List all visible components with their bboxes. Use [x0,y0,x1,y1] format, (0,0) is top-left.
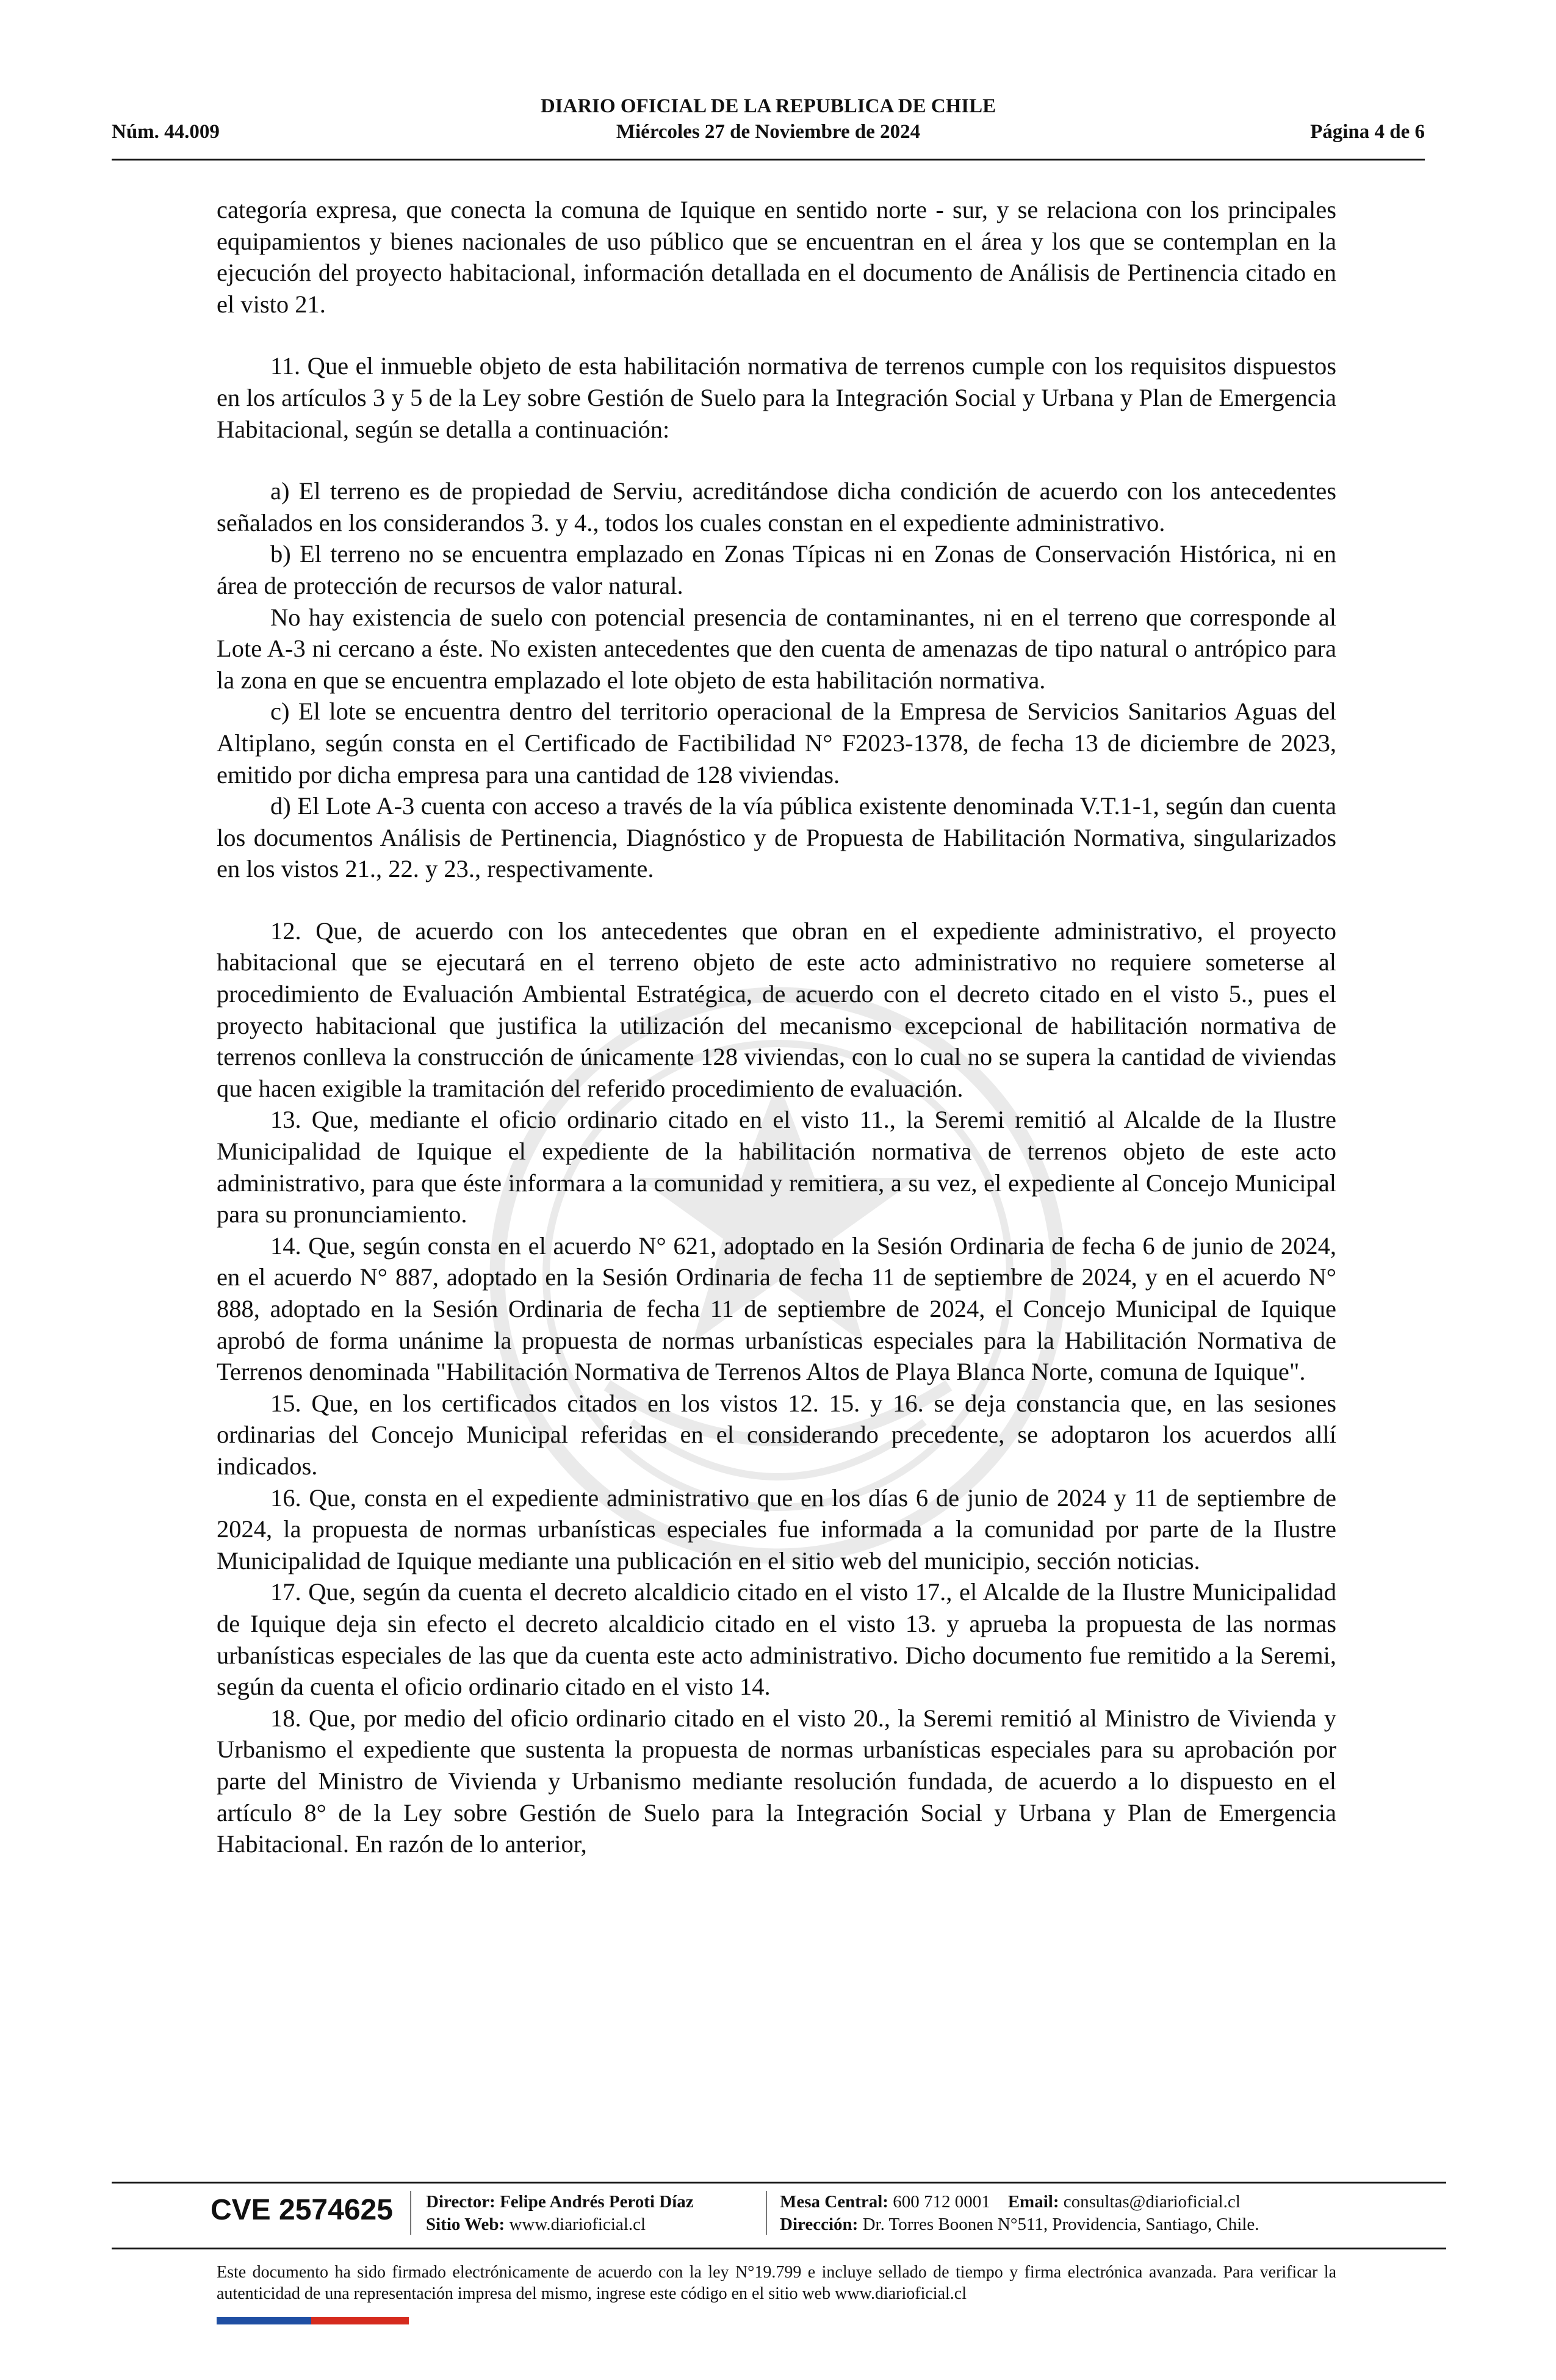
flag-red-segment [311,2317,409,2324]
phone-value: 600 712 0001 [893,2192,990,2212]
footer-director-block [426,2191,694,2236]
paragraph-12: 12. Que, de acuerdo con los antecedentes que obran en el expediente administrativo, el proyecto habitacional que se ejecutará en el terreno objeto de este acto administrativo no requiere someterse al procedimiento de Evaluación Ambiental Estratégica, de acuerdo con el decreto citado en el visto 5., pues el proyecto habitacional que justifica la utilización del mecanismo excepcional de habilitación normativa de terrenos conlleva la construcción de únicamente 128 viviendas, con lo cual no se supera la cantidad de viviendas que hacen exigible la tramitación del referido procedimiento de evaluación. [217,917,1336,1102]
paragraph-contaminants: No hay existencia de suelo con potencial presencia de contaminantes, ni en el terreno que corresponde al Lote A-3 ni cercano a éste. No existen antecedentes que den cuenta de amenazas de tipo natural o antrópico para la zona en que se encuentra emplazado el lote objeto de esta habilitación normativa. [217,603,1336,694]
director-label: Director: [426,2192,495,2212]
director-name: Felipe Andrés Peroti Díaz [500,2192,694,2212]
paragraph-18: 18. Que, por medio del oficio ordinario citado en el visto 20., la Seremi remitió al Ministro de Vivienda y Urbanismo el expediente que sustenta la propuesta de normas urbanísticas especiales para su aprobación por parte del Ministro de Vivienda y Urbanismo mediante resolución fundada, de acuerdo a lo dispuesto en el artículo 8° de la Ley sobre Gestión de Suelo para la Integración Social y Urbana y Plan de Emergencia Habitacional. En razón de lo anterior, [217,1704,1336,1858]
paragraph-15: 15. Que, en los certificados citados en los vistos 12. 15. y 16. se deja constancia que, en las sesiones ordinarias del Concejo Municipal referidas en el considerando precedente, se adoptaron los acuerdos allí indicados. [217,1389,1336,1480]
paragraph-16: 16. Que, consta en el expediente administrativo que en los días 6 de junio de 2024 y 11 de septiembre de 2024, la propuesta de normas urbanísticas especiales fue informada a la comunidad por parte de la Ilustre Municipalidad de Iquique mediante una publicación en el sitio web del municipio, sección noticias. [217,1484,1336,1574]
phone-label: Mesa Central: [780,2192,888,2212]
signature-notice: Este documento ha sido firmado electrónicamente de acuerdo con la ley N°19.799 e incluye sellado de tiempo y firma electrónica avanzada. Para verificar la autenticidad de una representación impresa del mismo, ingrese este código en el sitio web www.diarioficial.cl [217,2263,1336,2303]
paragraph-17: 17. Que, según da cuenta el decreto alcaldicio citado en el visto 17., el Alcalde de la Ilustre Municipalidad de Iquique deja sin efecto el decreto alcaldicio citado en el visto 13. y aprueba la propuesta de las normas urbanísticas especiales de las que da cuenta este acto administrativo. Dicho documento fue remitido a la Seremi, según da cuenta el oficio ordinario citado en el visto 14. [217,1578,1336,1701]
cve-code: CVE 2574625 [211,2194,393,2226]
footer-bottom-rule [112,2248,1446,2249]
issue-number: Núm. 44.009 [112,121,220,143]
footer-contact-block [780,2191,1259,2236]
paragraph-14: 14. Que, según consta en el acuerdo N° 621, adoptado en la Sesión Ordinaria de fecha 6 de junio de 2024, en el acuerdo N° 887, adoptado en la Sesión Ordinaria de fecha 11 de septiembre de 2024, y en el acuerdo N° 888, adoptado en la Sesión Ordinaria de fecha 11 de septiembre de 2024, el Concejo Municipal de Iquique aprobó de forma unánime la propuesta de normas urbanísticas especiales para la Habilitación Normativa de Terrenos denominada "Habilitación Normativa de Terrenos Altos de Playa Blanca Norte, comuna de Iquique". [217,1231,1336,1386]
page-number: Página 4 de 6 [1310,121,1425,143]
paragraph-11: 11. Que el inmueble objeto de esta habilitación normativa de terrenos cumple con los requisitos dispuestos en los artículos 3 y 5 de la Ley sobre Gestión de Suelo para la Integración Social y Urbana y Plan de Emergencia Habitacional, según se detalla a continuación: [217,352,1336,443]
issue-date: Miércoles 27 de Noviembre de 2024 [616,121,921,143]
flag-stripe [217,2317,409,2324]
footer-top-rule [112,2182,1446,2183]
paragraph-13: 13. Que, mediante el oficio ordinario citado en el visto 11., la Seremi remitió al Alcalde de la Ilustre Municipalidad de Iquique el expediente de la habilitación normativa de terrenos objeto de este acto administrativo, para que éste informara a la comunidad y remitiera, a su vez, el expediente al Concejo Municipal para su pronunciamiento. [217,1106,1336,1228]
site-link[interactable]: www.diarioficial.cl [509,2215,646,2234]
page-header [112,93,1425,160]
paragraph-continuation: categoría expresa, que conecta la comuna de Iquique en sentido norte - sur, y se relaciona con los principales equipamientos y bienes nacionales de uso público que se encuentran en el área y los que se contemplan en la ejecución del proyecto habitacional, información detallada en el documento de Análisis de Pertinencia citado en el visto 21. [217,196,1336,318]
paragraph-11c: c) El lote se encuentra dentro del territorio operacional de la Empresa de Servicios Sanitarios Aguas del Altiplano, según consta en el Certificado de Factibilidad N° F2023-1378, de fecha 13 de diciembre de 2023, emitido por dicha empresa para una cantidad de 128 viviendas. [217,698,1336,788]
email-link[interactable]: consultas@diarioficial.cl [1063,2192,1241,2212]
email-label: Email: [1007,2192,1059,2212]
flag-blue-segment [217,2317,311,2324]
address-label: Dirección: [780,2215,859,2234]
footer-divider [766,2191,767,2235]
paragraph-11b: b) El terreno no se encuentra emplazado en Zonas Típicas ni en Zonas de Conservación Histórica, ni en área de protección de recursos de valor natural. [217,540,1336,599]
paragraph-11d: d) El Lote A-3 cuenta con acceso a través de la vía pública existente denominada V.T.1-1, según dan cuenta los documentos Análisis de Pertinencia, Diagnóstico y de Propuesta de Habilitación Normativa, singularizados en los vistos 21., 22. y 23., respectivamente. [217,792,1336,883]
newspaper-title: DIARIO OFICIAL DE LA REPUBLICA DE CHILE [540,95,996,117]
site-label: Sitio Web: [426,2215,505,2234]
paragraph-11a: a) El terreno es de propiedad de Serviu, acreditándose dicha condición de acuerdo con los antecedentes señalados en los considerandos 3. y 4., todos los cuales constan en el expediente administrativo. [217,477,1336,536]
document-body [217,194,1336,1860]
footer-divider [410,2191,411,2235]
address-value: Dr. Torres Boonen N°511, Providencia, Santiago, Chile. [862,2215,1259,2234]
